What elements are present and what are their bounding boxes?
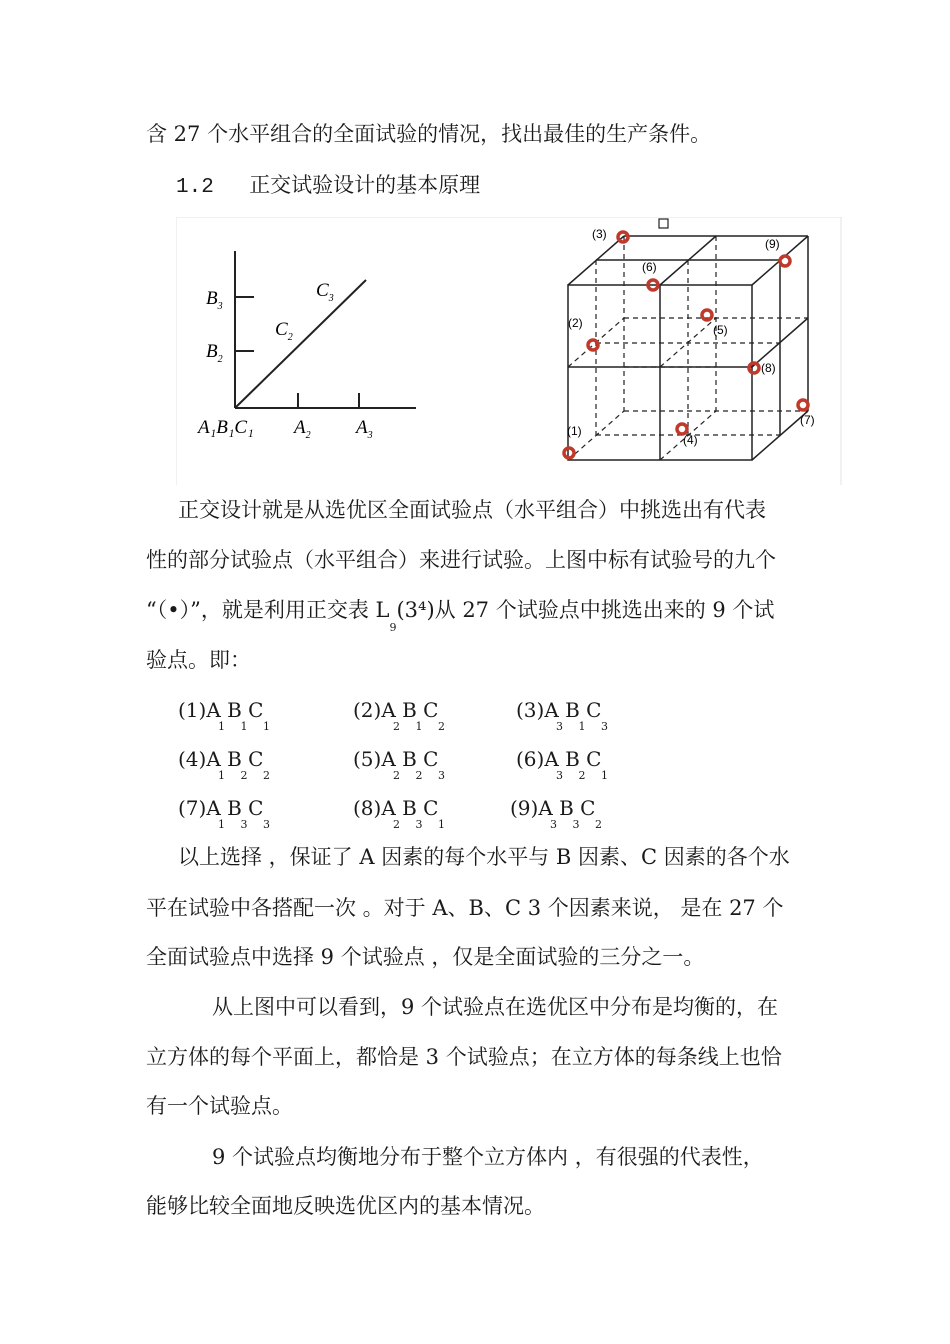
repr-line-1: 9 个试验点均衡地分布于整个立方体内 ，有很强的代表性， [212, 1145, 764, 1169]
point-label-5: (5) [713, 323, 728, 337]
label-a3: $A_3$ [356, 417, 373, 441]
label-origin: A₁B₁C₁ [198, 417, 254, 438]
point-5 [702, 310, 712, 320]
label-b3: $B_3$ [206, 288, 223, 312]
point-label-2: (2) [568, 316, 583, 330]
combo-4: (4)A B C 1 2 2 [178, 747, 276, 782]
combo-7: (7)A B C 1 3 3 [178, 796, 276, 831]
orth-line-3a: “（•）”，就是利用正交表 L [146, 598, 390, 622]
point-label-9: (9) [765, 237, 780, 251]
orth-line-2: 性的部分试验点（水平组合）来进行试验。上图中标有试验号的九个 [146, 548, 776, 572]
point-2 [588, 340, 598, 350]
point-label-6: (6) [642, 260, 657, 274]
section-heading [176, 175, 480, 198]
label-c3: $C_3$ [316, 280, 334, 304]
figure-svg [176, 217, 842, 485]
point-label-4: (4) [683, 433, 698, 447]
section-title: 正交试验设计的基本原理 [249, 173, 481, 197]
point-1 [564, 448, 574, 458]
combo-8: (8)A B C 2 3 1 [353, 796, 451, 831]
point-label-7: (7) [800, 413, 815, 427]
orth-line-3 [146, 598, 775, 634]
point-8 [749, 363, 759, 373]
point-9 [780, 256, 790, 266]
c-diagonal [235, 280, 366, 408]
balance-line-3: 有一个试验点。 [146, 1094, 293, 1118]
axes-diagram [196, 251, 416, 441]
orth-line-3b: (3⁴)从 27 个试验点中挑选出来的 9 个试 [396, 598, 775, 622]
label-a2: $A_2$ [294, 417, 311, 441]
point-label-3: (3) [592, 227, 607, 241]
repr-line-2: 能够比较全面地反映选优区内的基本情况。 [146, 1194, 545, 1218]
section-number: 1.2 [176, 176, 214, 199]
point-label-1: (1) [567, 424, 582, 438]
top-square [659, 219, 668, 228]
experiment-points [564, 232, 808, 458]
label-b2: $B_2$ [206, 341, 223, 365]
combo-2: (2)A B C 2 1 2 [353, 698, 451, 733]
select-line-1: 以上选择 ，保证了 A 因素的每个水平与 B 因素、C 因素的各个水 [178, 845, 790, 869]
orth-line-3-sub: 9 [389, 621, 397, 634]
combo-3: (3)A B C 3 1 3 [516, 698, 614, 733]
balance-line-1: 从上图中可以看到，9 个试验点在选优区中分布是均衡的，在 [212, 995, 779, 1019]
figure [176, 217, 842, 485]
orth-line-4: 验点。即： [146, 648, 251, 672]
cube-diagram [568, 219, 808, 460]
intro-line: 含 27 个水平组合的全面试验的情况，找出最佳的生产条件。 [146, 122, 712, 146]
label-c2: $C_2$ [275, 319, 293, 343]
combo-9: (9)A B C 3 3 2 [510, 796, 608, 831]
combo-1: (1)A B C 1 1 1 [178, 698, 276, 733]
combo-6: (6)A B C 3 2 1 [516, 747, 614, 782]
point-label-8: (8) [761, 361, 776, 375]
point-7 [798, 400, 808, 410]
combo-5: (5)A B C 2 2 3 [353, 747, 451, 782]
orth-line-1: 正交设计就是从选优区全面试验点（水平组合）中挑选出有代表 [178, 498, 766, 522]
select-line-2: 平在试验中各搭配一次 。对于 A、B、C 3 个因素来说， 是在 27 个 [146, 896, 784, 920]
balance-line-2: 立方体的每个平面上，都恰是 3 个试验点；在立方体的每条线上也恰 [146, 1045, 782, 1069]
select-line-3: 全面试验点中选择 9 个试验点 ，仅是全面试验的三分之一。 [146, 945, 705, 969]
